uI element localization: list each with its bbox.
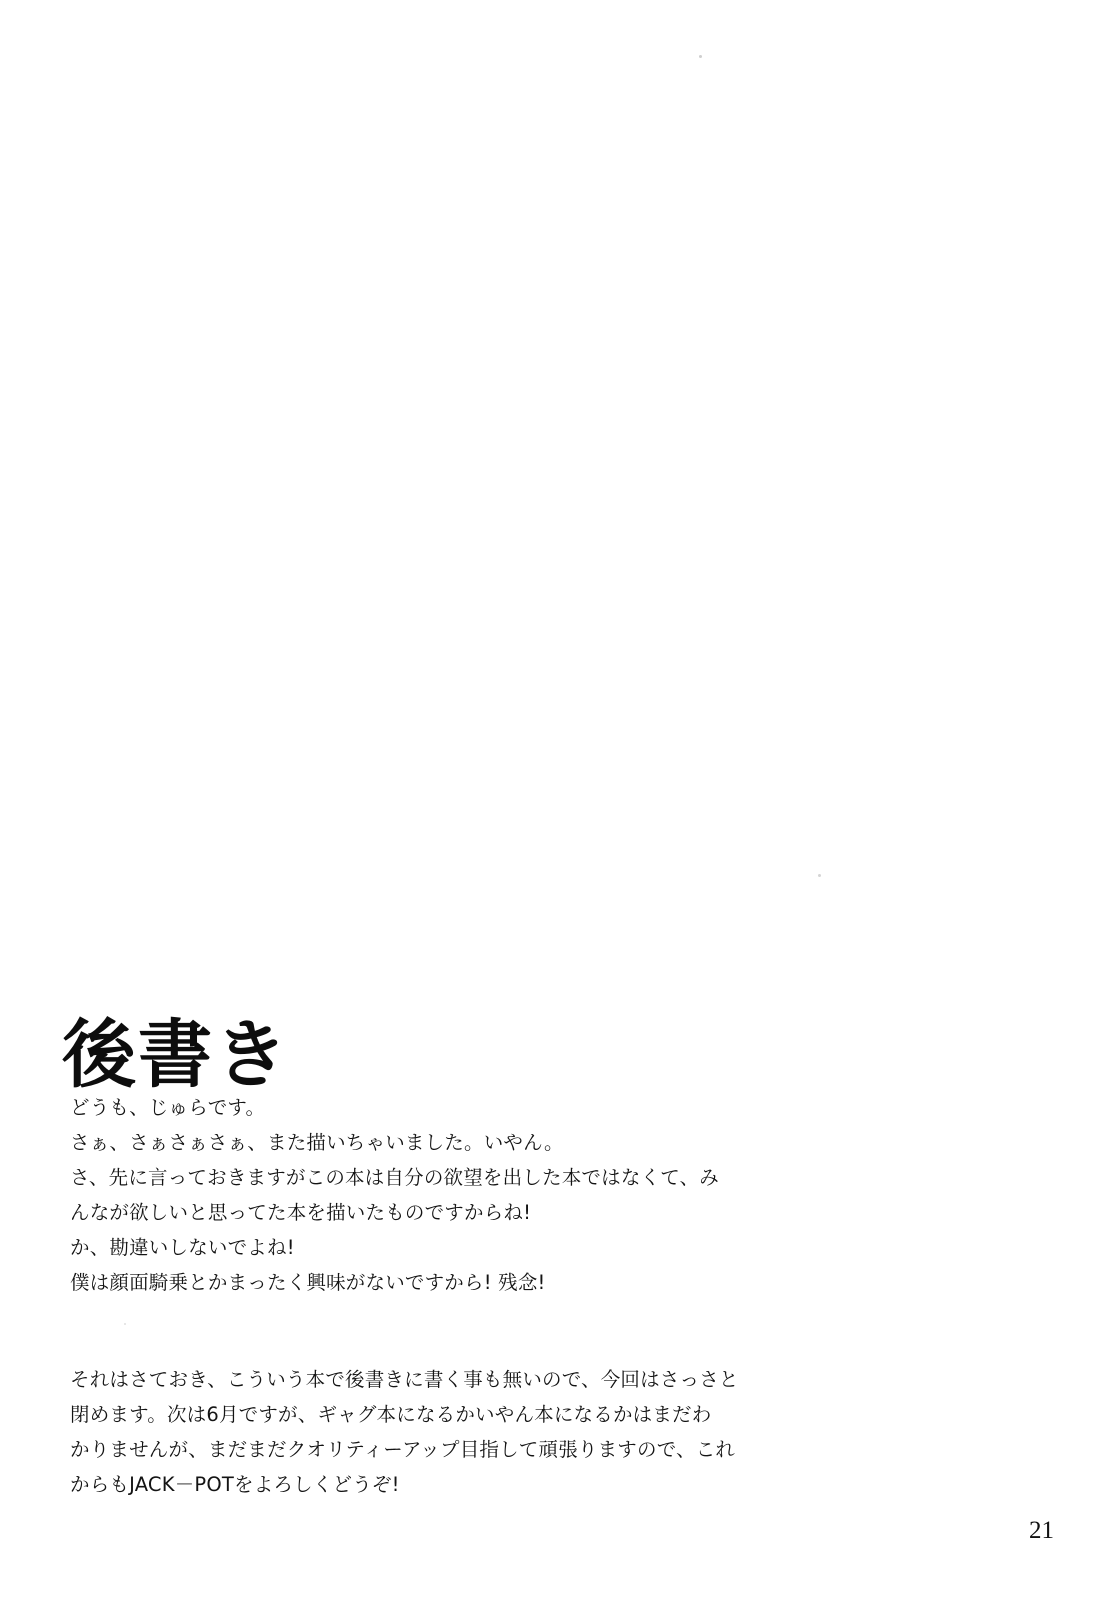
afterword-line: さ、先に言っておきますがこの本は自分の欲望を出した本ではなくて、み: [70, 1166, 719, 1189]
afterword-line: んなが欲しいと思ってた本を描いたものですからね!: [70, 1201, 532, 1224]
afterword-line: 僕は顔面騎乗とかまったく興味がないですから! 残念!: [70, 1271, 546, 1294]
afterword-line: どうも、じゅらです。: [70, 1096, 266, 1119]
afterword-paragraph-group-2: [70, 1362, 800, 1502]
afterword-line: それはさておき、こういう本で後書きに書く事も無いので、今回はさっさと: [70, 1368, 739, 1391]
afterword-line: か、勘違いしないでよね!: [70, 1236, 295, 1259]
page-title: 後書き: [62, 1011, 290, 1098]
afterword-line: 閉めます。次は6月ですが、ギャグ本になるかいやん本になるかはまだわ: [70, 1403, 712, 1426]
afterword-line: かりませんが、まだまだクオリティーアップ目指して頑張りますので、これ: [70, 1438, 736, 1461]
scan-speck-icon: [818, 874, 821, 877]
page-number: 21: [1029, 1517, 1054, 1544]
afterword-line: さぁ、さぁさぁさぁ、また描いちゃいました。いやん。: [70, 1131, 564, 1154]
scan-speck-icon: [699, 55, 702, 58]
scan-speck-icon: [124, 1323, 126, 1325]
afterword-paragraph-group-1: [70, 1090, 800, 1300]
afterword-line: からもJACK－POTをよろしくどうぞ!: [70, 1473, 400, 1496]
